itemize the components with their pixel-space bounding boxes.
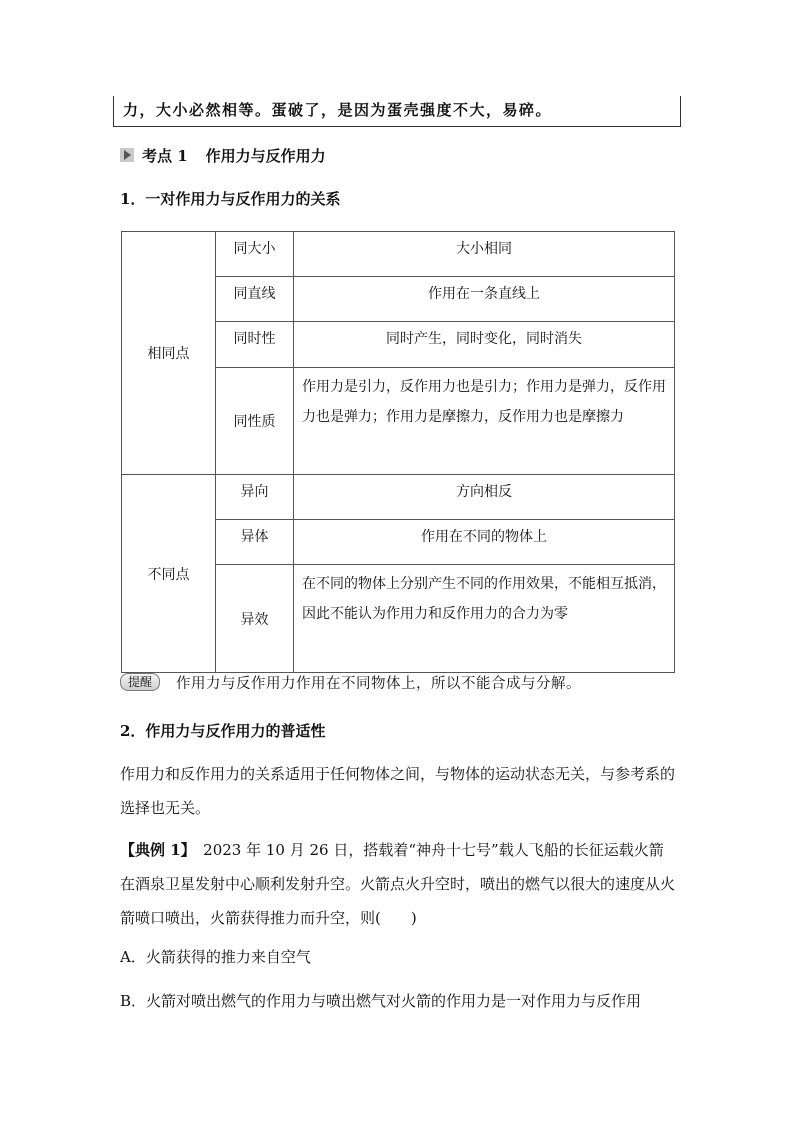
- tip-row: [120, 672, 581, 692]
- option-a: A．火箭获得的推力来自空气: [120, 948, 311, 966]
- section-2-title: 2．作用力与反作用力的普适性: [120, 722, 326, 740]
- desc-cell: 在不同的物体上分别产生不同的作用效果，不能相互抵消，因此不能认为作用力和反作用力的合力为零: [294, 565, 675, 673]
- section-2-body: 作用力和反作用力的关系适用于任何物体之间，与物体的运动状态无关，与参考系的选择也无关。: [120, 765, 676, 817]
- desc-cell: 方向相反: [294, 475, 675, 520]
- attr-cell: 异效: [216, 565, 294, 673]
- desc-cell: 作用在一条直线上: [294, 277, 675, 322]
- desc-cell: 同时产生，同时变化，同时消失: [294, 322, 675, 368]
- attr-cell: 同大小: [216, 232, 294, 277]
- same-points-label: 相同点: [122, 232, 216, 475]
- attr-cell: 同时性: [216, 322, 294, 368]
- desc-cell: 作用在不同的物体上: [294, 520, 675, 565]
- tip-text: 作用力与反作用力作用在不同物体上，所以不能合成与分解。: [176, 675, 582, 692]
- table-row: [122, 232, 675, 277]
- attr-cell: 异体: [216, 520, 294, 565]
- relation-table: [121, 231, 675, 673]
- attr-cell: 同性质: [216, 368, 294, 475]
- desc-cell: 大小相同: [294, 232, 675, 277]
- section-1-title: 1．一对作用力与反作用力的关系: [120, 190, 341, 208]
- kaodian-label: 考点 1: [142, 146, 188, 165]
- previous-answer-text: 力，大小必然相等。蛋破了，是因为蛋壳强度不大，易碎。: [123, 101, 553, 119]
- tip-badge: 提醒: [120, 673, 160, 691]
- table-row: [122, 475, 675, 520]
- attr-cell: 异向: [216, 475, 294, 520]
- previous-answer-box: [113, 96, 681, 127]
- desc-cell: 作用力是引力，反作用力也是引力；作用力是弹力，反作用力也是弹力；作用力是摩擦力，反作用力也是摩擦力: [294, 368, 675, 475]
- kaodian-heading: [120, 146, 326, 164]
- example-stem: [120, 833, 676, 935]
- kaodian-title: 作用力与反作用力: [205, 146, 326, 165]
- option-b: B．火箭对喷出燃气的作用力与喷出燃气对火箭的作用力是一对作用力与反作用: [120, 992, 642, 1010]
- example-text: 2023 年 10 月 26 日，搭载着“神舟十七号”载人飞船的长征运载火箭在酒泉卫星发射中心顺利发射升空。火箭点火升空时，喷出的燃气以很大的速度从火箭喷口喷出，火箭获得推力而升空，则( ): [120, 841, 676, 927]
- diff-points-label: 不同点: [122, 475, 216, 673]
- attr-cell: 同直线: [216, 277, 294, 322]
- play-triangle-icon: [120, 148, 134, 162]
- example-tag: 【典例 1】: [120, 841, 189, 859]
